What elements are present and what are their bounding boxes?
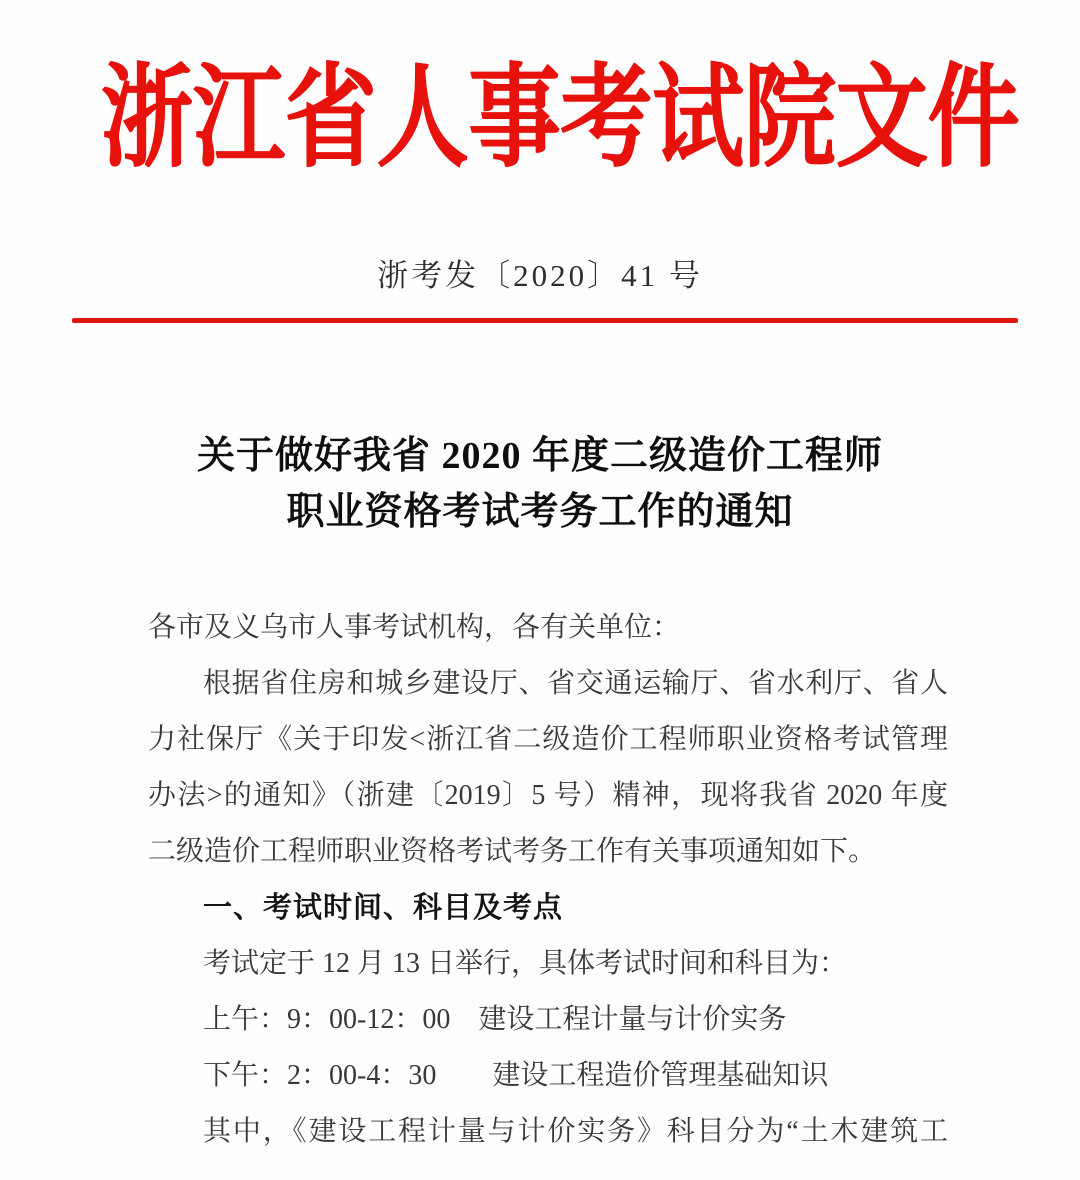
document-number: 浙考发〔2020〕41 号 bbox=[377, 258, 703, 293]
red-divider-rule bbox=[72, 318, 1018, 323]
exam-morning-session-line: 上午：9：00-12：00 建设工程计量与计价实务 bbox=[203, 1004, 787, 1035]
body-line: 根据省住房和城乡建设厅、省交通运输厅、省水利厅、省人 bbox=[203, 668, 948, 699]
notice-title-line1: 关于做好我省 2020 年度二级造价工程师 bbox=[196, 435, 883, 477]
body-line: 二级造价工程师职业资格考试考务工作有关事项通知如下。 bbox=[148, 836, 877, 867]
notice-body bbox=[148, 600, 948, 1160]
masthead-title: 浙江省人事考试院文件 bbox=[100, 57, 1020, 181]
body-line: 办法>的通知》（浙建〔2019〕5 号）精神，现将我省 2020 年度 bbox=[148, 780, 948, 811]
body-line: 力社保厅《关于印发<浙江省二级造价工程师职业资格考试管理 bbox=[148, 724, 948, 755]
section-heading-exam-time: 一、考试时间、科目及考点 bbox=[203, 892, 564, 924]
exam-afternoon-session-line: 下午：2：00-4：30 建设工程造价管理基础知识 bbox=[203, 1060, 829, 1091]
body-line: 其中，《建设工程计量与计价实务》科目分为“土木建筑工 bbox=[203, 1116, 948, 1147]
red-masthead bbox=[0, 44, 1080, 194]
exam-date-line: 考试定于 12 月 13 日举行，具体考试时间和科目为： bbox=[203, 948, 848, 979]
notice-title bbox=[0, 428, 1080, 540]
salutation-line: 各市及义乌市人事考试机构，各有关单位： bbox=[148, 612, 681, 643]
notice-title-line2: 职业资格考试考务工作的通知 bbox=[286, 491, 794, 533]
